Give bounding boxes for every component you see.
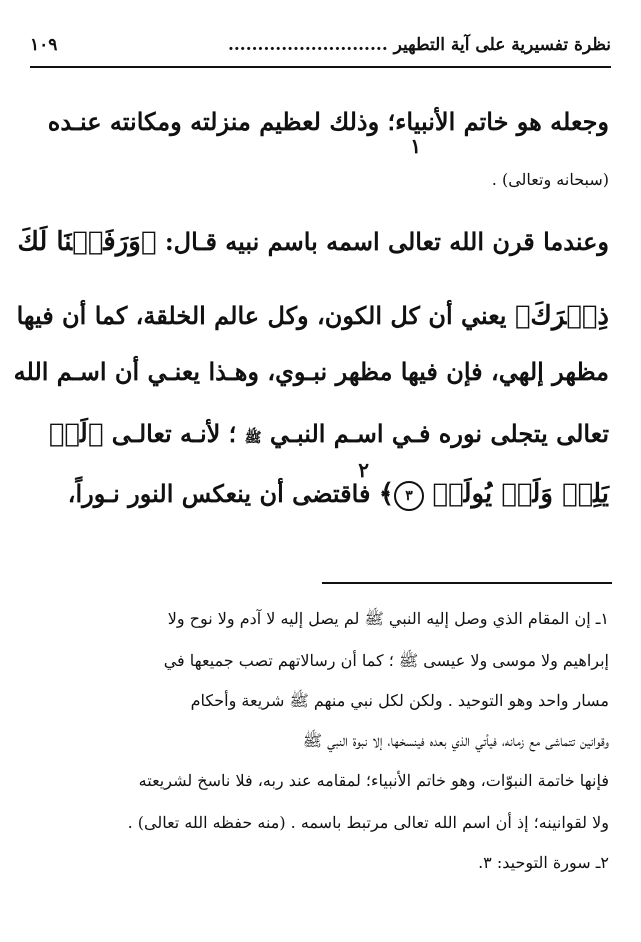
header-title bbox=[228, 35, 611, 55]
header-rule bbox=[30, 66, 611, 68]
body-line-2: (سبحانه وتعالى) . bbox=[491, 170, 609, 189]
body-line-7-text: فاقتضى أن ينعكس النور نـوراً، bbox=[67, 479, 379, 508]
running-header bbox=[30, 30, 611, 60]
body-line-1: وجعله هو خاتم الأنبياء؛ وذلك لعظيم منزلته ومكانته عنـده bbox=[47, 107, 609, 136]
footnote-line-7: ٢ـ سورة التوحيد: ٣. bbox=[478, 853, 609, 872]
footnote-line-6: ولا لقوانينه؛ إذ أن اسم الله تعالى مرتبط باسمه . (منه حفظه الله تعالى) . bbox=[127, 813, 609, 832]
body-line-3-text: وعندما قرن الله تعالى اسمه باسم نبيه قـال: bbox=[156, 227, 609, 256]
quran-verse-1-start: ﴿وَرَفَعۡنَا لَكَ bbox=[17, 227, 157, 257]
footnote-line-1: ١ـ إن المقام الذي وصل إليه النبي ﷺ لم يصل إليه لا آدم ولا نوح ولا bbox=[167, 609, 609, 628]
header-dots: ........................... bbox=[227, 35, 388, 55]
footnote-line-5: فإنها خاتمة النبوّات، وهو خاتم الأنبياء؛ لمقامه عند ربه، فلا ناسخ لشريعته bbox=[138, 771, 609, 790]
body-line-4 bbox=[17, 302, 609, 330]
quran-verse-2-end: يَلِدۡ وَلَمۡ يُولَدۡ bbox=[432, 479, 609, 509]
header-title-text: نظرة تفسيرية على آية التطهير bbox=[393, 35, 611, 55]
body-line-5: مظهر إلهي، فإن فيها مظهر نبـوي، وهـذا يعنـي أن اسـم الله bbox=[13, 357, 609, 386]
quran-verse-2-start: ﴿لَمۡ bbox=[48, 419, 104, 449]
footnote-line-2: إبراهيم ولا موسى ولا عيسى ﷺ ؛ كما أن رسالاتهم تصب جميعها في bbox=[163, 651, 609, 670]
page-number: ١٠٩ bbox=[30, 35, 58, 55]
footnote-separator bbox=[322, 582, 612, 584]
salawat-seal: ﷺ bbox=[244, 430, 262, 446]
footnote-line-4: وقوانين تتماشى مع زمانه، فيأتي الذي بعده فينسخها، إلا نبوة النبي ﷺ bbox=[302, 731, 609, 750]
ayah-number-marker: ٣ bbox=[394, 481, 424, 511]
footnote-ref-2: ٢ bbox=[358, 458, 369, 482]
quran-verse-1-end: ذِكۡرَكَ﴾ bbox=[514, 301, 609, 331]
body-line-6 bbox=[49, 420, 609, 452]
quran-verse-2-close: ﴾ bbox=[378, 479, 394, 509]
body-line-7 bbox=[68, 480, 609, 511]
body-line-6-text-2: ؛ لأنـه تعالـى bbox=[103, 419, 245, 448]
footnote-ref-1: ١ bbox=[410, 134, 421, 158]
footnote-line-3: مسار واحد وهو التوحيد . ولكن لكل نبي منهم ﷺ شريعة وأحكام bbox=[190, 691, 609, 710]
body-line-6-text: تعالى يتجلى نوره فـي اسـم النبـي bbox=[261, 419, 609, 448]
body-line-3 bbox=[17, 228, 609, 256]
body-line-4-text: يعني أن كل الكون، وكل عالم الخلقة، كما أن فيها bbox=[16, 301, 515, 330]
